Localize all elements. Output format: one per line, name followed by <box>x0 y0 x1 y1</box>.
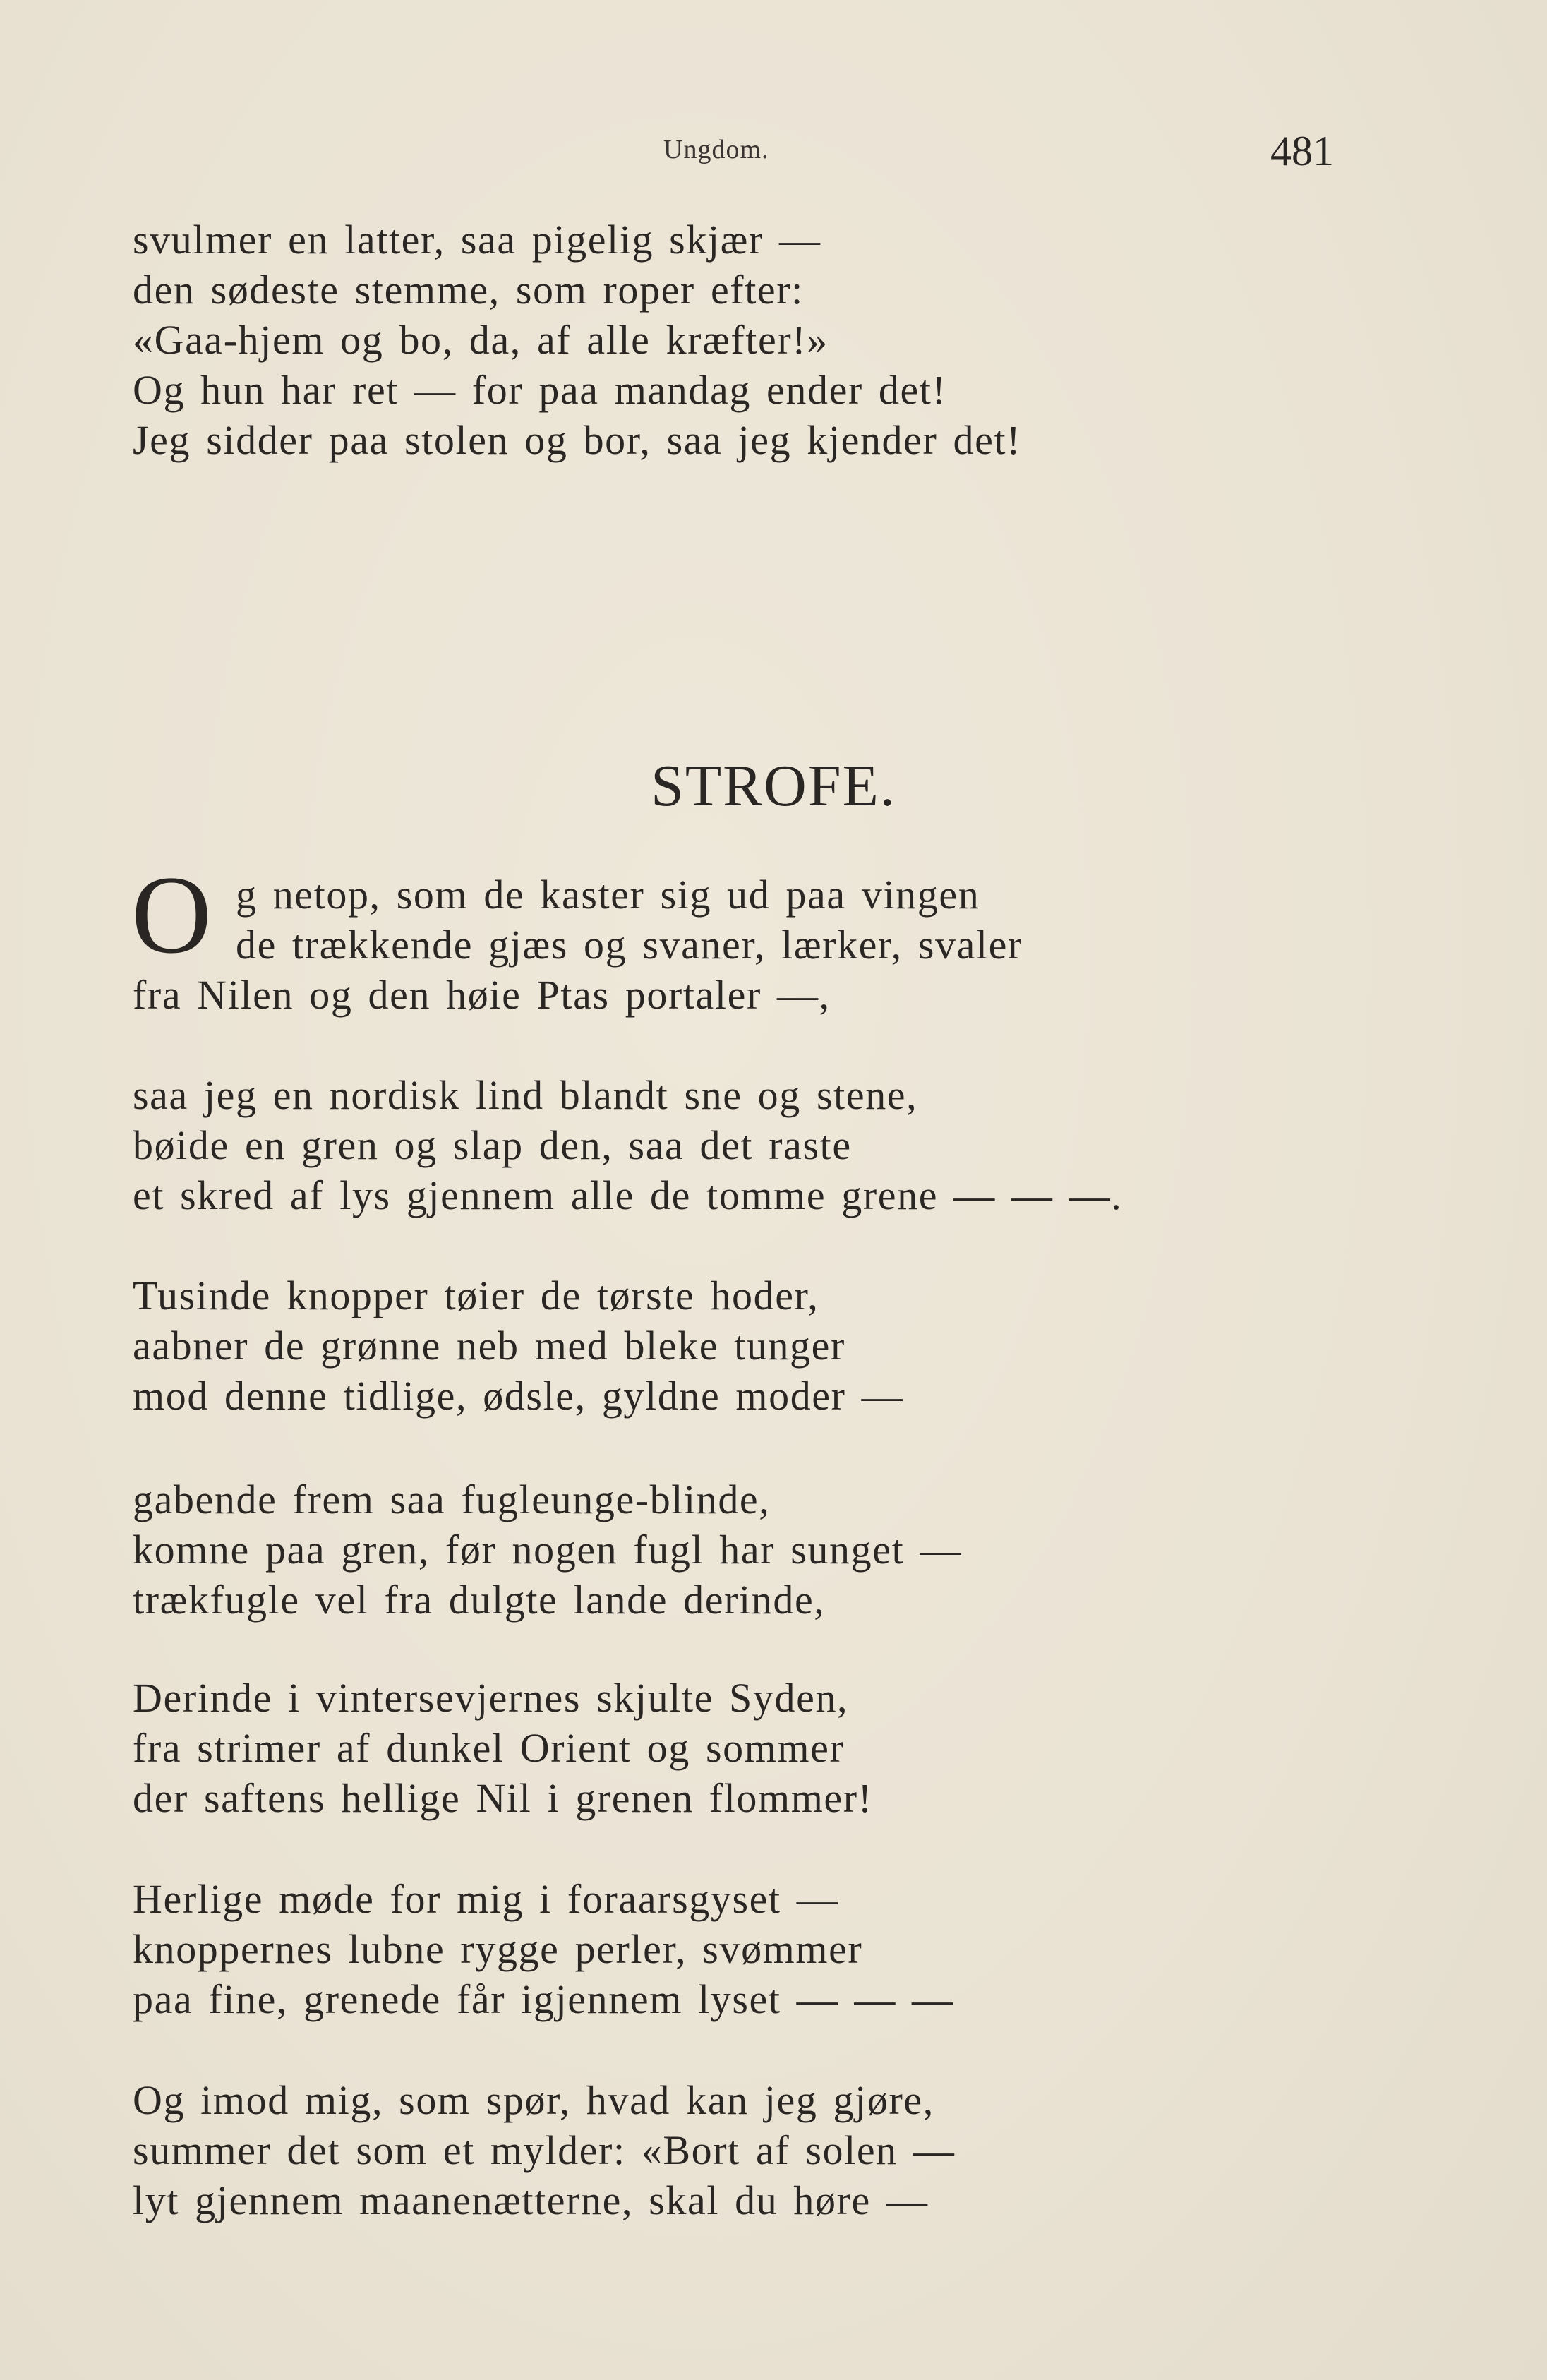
poem-title: STROFE. <box>651 753 896 819</box>
verse-line: Og imod mig, som spør, hvad kan jeg gjøre, <box>133 2077 934 2123</box>
verse-line: fra strimer af dunkel Orient og sommer <box>133 1725 845 1771</box>
stanza-1 <box>133 870 1332 1020</box>
verse-line: den sødeste stemme, som roper efter: <box>133 267 804 313</box>
verse-line: g netop, som de kaster sig ud paa vingen <box>236 872 980 918</box>
verse-line: svulmer en latter, saa pigelig skjær — <box>133 217 821 263</box>
verse-line: Derinde i vintersevjernes skjulte Syden, <box>133 1675 849 1721</box>
verse-line: der saftens hellige Nil i grenen flommer! <box>133 1775 873 1821</box>
stanza-7 <box>133 2075 1332 2225</box>
drop-cap: O <box>131 853 212 977</box>
stanza-4 <box>133 1474 1332 1625</box>
verse-line: et skred af lys gjennem alle de tomme grene — — —. <box>133 1172 1123 1218</box>
verse-line: «Gaa-hjem og bo, da, af alle kræfter!» <box>133 317 829 363</box>
stanza-continued <box>133 215 1332 465</box>
verse-line: Herlige møde for mig i foraarsgyset — <box>133 1876 839 1922</box>
verse-line: komne paa gren, før nogen fugl har sunget — <box>133 1527 962 1573</box>
verse-line: mod denne tidlige, ødsle, gyldne moder — <box>133 1373 904 1419</box>
verse-line: lyt gjennem maanenætterne, skal du høre — <box>133 2177 929 2223</box>
verse-line: Jeg sidder paa stolen og bor, saa jeg kjender det! <box>133 417 1022 463</box>
stanza-2 <box>133 1070 1332 1220</box>
page-number: 481 <box>1270 128 1334 174</box>
verse-line: bøide en gren og slap den, saa det raste <box>133 1122 852 1168</box>
verse-line: saa jeg en nordisk lind blandt sne og stene, <box>133 1072 918 1118</box>
verse-line: trækfugle vel fra dulgte lande derinde, <box>133 1577 826 1623</box>
running-title: Ungdom. <box>663 135 769 164</box>
verse-line: aabner de grønne neb med bleke tunger <box>133 1323 845 1369</box>
verse-line: paa fine, grenede får igjennem lyset — — — <box>133 1976 954 2022</box>
verse-line: Tusinde knopper tøier de tørste hoder, <box>133 1273 819 1318</box>
verse-line: de trækkende gjæs og svaner, lærker, svaler <box>236 922 1023 968</box>
verse-line: fra Nilen og den høie Ptas portaler —, <box>133 972 831 1018</box>
verse-line: knoppernes lubne rygge perler, svømmer <box>133 1926 863 1972</box>
stanza-5 <box>133 1673 1332 1823</box>
verse-line: summer det som et mylder: «Bort af solen — <box>133 2127 956 2173</box>
verse-line: gabende frem saa fugleunge-blinde, <box>133 1477 771 1522</box>
stanza-3 <box>133 1270 1332 1421</box>
verse-line: Og hun har ret — for paa mandag ender det! <box>133 367 947 413</box>
stanza-6 <box>133 1874 1332 2024</box>
